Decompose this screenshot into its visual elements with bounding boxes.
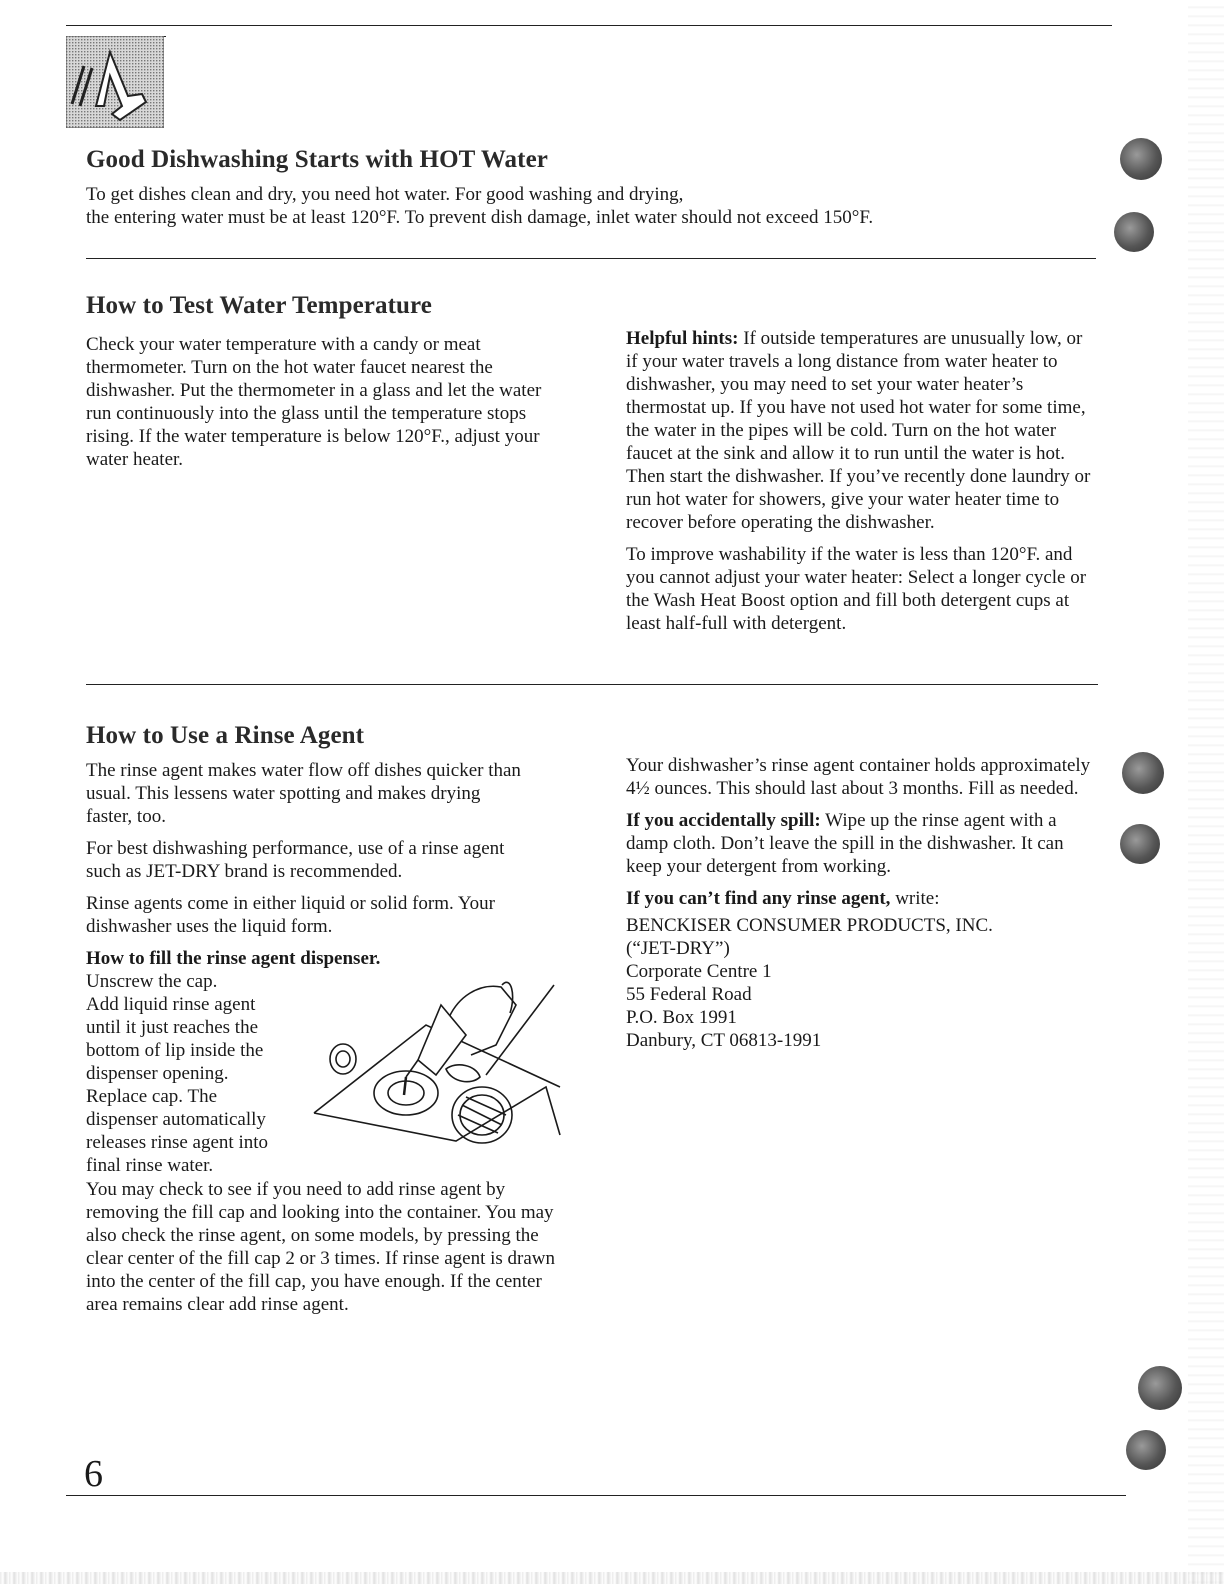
- fill-line: final rinse water.: [86, 1155, 214, 1176]
- spill-paragraph: [626, 809, 1096, 878]
- manufacturer-address: [626, 914, 1096, 1052]
- address-line: BENCKISER CONSUMER PRODUCTS, INC.: [626, 915, 993, 936]
- brand-logo-icon: [66, 36, 164, 128]
- binder-hole: [1122, 752, 1164, 794]
- helpful-hints-text: If outside temperatures are unusually low, or if your water travels a long distance from water heater to dishwasher, you may need to set your water heater’s thermostat up. If you have not used hot water for some time, the water in the pipes will be cold. Turn on the hot water faucet at the sink and allow it to run until the water is hot. Then start the dishwasher. If you’ve recently done laundry or run hot water for showers, give your water heater time to recover before operating the dishwasher.: [626, 328, 1091, 533]
- improve-washability-paragraph: To improve washability if the water is less than 120°F. and you cannot adjust your water heater: Select a longer cycle or the Wash Heat Boost option and fill both detergent cups at least half-full with detergent.: [626, 544, 1087, 634]
- scan-edge-artifact: [1188, 0, 1224, 1584]
- address-line: Danbury, CT 06813-1991: [626, 1030, 822, 1051]
- binder-hole: [1126, 1430, 1166, 1470]
- address-line: Corporate Centre 1: [626, 961, 772, 982]
- section-title-hot-water: Good Dishwashing Starts with HOT Water: [86, 146, 548, 173]
- bottom-rule: [66, 1495, 1126, 1496]
- page-number: 6: [84, 1453, 103, 1495]
- rinse-paragraph-2: For best dishwashing performance, use of a rinse agent such as JET-DRY brand is recommended.: [86, 838, 505, 882]
- binder-hole: [1114, 212, 1154, 252]
- fill-line: bottom of lip inside the: [86, 1040, 264, 1061]
- fill-line: Replace cap. The: [86, 1086, 217, 1107]
- rinse-check-block: [86, 1178, 576, 1325]
- intro-line-1: To get dishes clean and dry, you need hot water. For good washing and drying,: [86, 184, 684, 205]
- scan-bottom-artifact: [0, 1572, 1224, 1584]
- helpful-hints-label: Helpful hints:: [626, 328, 739, 349]
- address-line: 55 Federal Road: [626, 984, 752, 1005]
- test-temp-right-column: [626, 327, 1092, 644]
- section-title-test-temp: How to Test Water Temperature: [86, 292, 432, 319]
- intro-text: [86, 183, 1086, 229]
- container-paragraph: Your dishwasher’s rinse agent container holds approximately 4½ ounces. This should last about 3 months. Fill as needed.: [626, 755, 1091, 799]
- address-line: (“JET-DRY”): [626, 938, 730, 959]
- binder-hole: [1120, 138, 1162, 180]
- fill-line: Unscrew the cap.: [86, 971, 218, 992]
- find-agent-paragraph: [626, 887, 1096, 910]
- test-temp-left-column: [86, 333, 546, 480]
- top-rule: [66, 25, 1112, 26]
- address-line: P.O. Box 1991: [626, 1007, 737, 1028]
- binder-hole: [1120, 824, 1160, 864]
- rinse-paragraph-3: Rinse agents come in either liquid or solid form. Your dishwasher uses the liquid form.: [86, 893, 495, 937]
- fill-line: dispenser automatically: [86, 1109, 266, 1130]
- fill-line: releases rinse agent into: [86, 1132, 269, 1153]
- fill-line: until it just reaches the: [86, 1017, 259, 1038]
- section-divider: [86, 258, 1096, 259]
- spill-label: If you accidentally spill:: [626, 810, 821, 831]
- binder-hole: [1138, 1366, 1182, 1410]
- fill-line: dispenser opening.: [86, 1063, 229, 1084]
- intro-line-2: the entering water must be at least 120°F. To prevent dish damage, inlet water should not exceed 150°F.: [86, 207, 874, 228]
- helpful-hints-paragraph: [626, 327, 1092, 534]
- section-divider: [86, 684, 1098, 685]
- section-title-rinse-agent: How to Use a Rinse Agent: [86, 722, 365, 749]
- find-agent-text: write:: [890, 888, 940, 909]
- rinse-dispenser-illustration: [306, 965, 566, 1170]
- find-agent-label: If you can’t find any rinse agent,: [626, 888, 891, 909]
- fill-dispenser-heading: How to fill the rinse agent dispenser.: [86, 948, 381, 969]
- spill-text: Wipe up the rinse agent with a damp cloth. Don’t leave the spill in the dishwasher. It can keep your detergent from working.: [626, 810, 1064, 877]
- rinse-right-column: [626, 754, 1096, 1052]
- test-temp-paragraph: Check your water temperature with a candy or meat thermometer. Turn on the hot water faucet nearest the dishwasher. Put the thermometer in a glass and let the water run continuously into the glass until the temperature stops rising. If the water temperature is below 120°F., adjust your water heater.: [86, 334, 542, 470]
- rinse-paragraph-1: The rinse agent makes water flow off dishes quicker than usual. This lessens water spotting and makes drying faster, too.: [86, 760, 521, 827]
- fill-line: Add liquid rinse agent: [86, 994, 256, 1015]
- rinse-check-paragraph: You may check to see if you need to add rinse agent by removing the fill cap and looking into the container. You may also check the rinse agent, on some models, by pressing the clear center of the fill cap 2 or 3 times. If rinse agent is drawn into the center of the fill cap, you have enough. If the center area remains clear add rinse agent.: [86, 1179, 556, 1315]
